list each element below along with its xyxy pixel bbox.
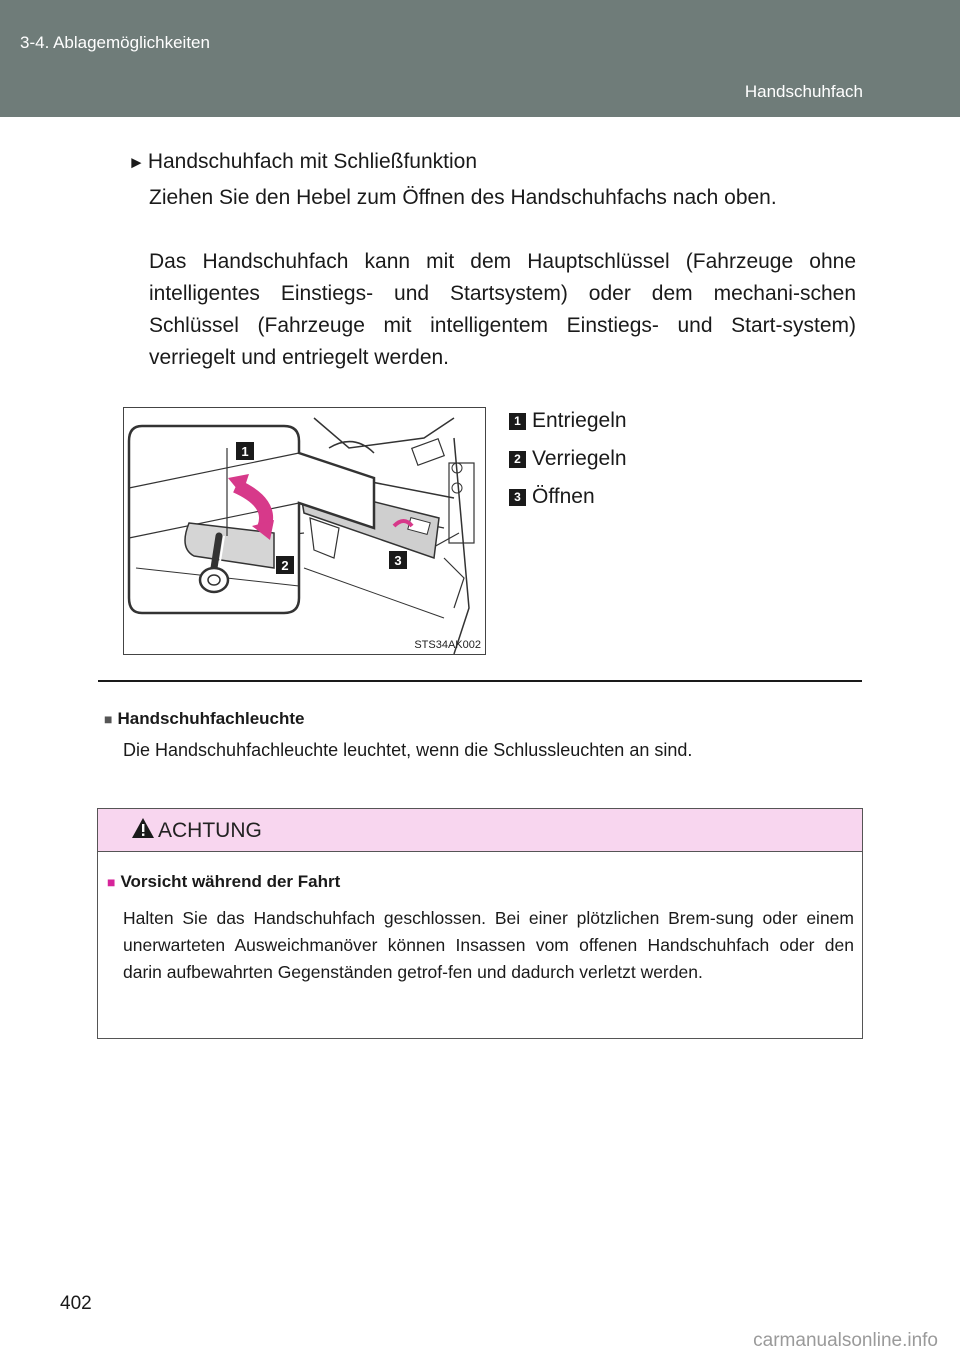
page-topic: Handschuhfach: [744, 82, 863, 101]
note-text: Die Handschuhfachleuchte leuchtet, wenn die Schlussleuchten an sind.: [123, 740, 693, 760]
callout-2: 2: [281, 558, 289, 573]
section-title: 3-4. Ablagemöglichkeiten: [20, 33, 210, 52]
legend-item: [509, 440, 627, 478]
callout-1: 1: [241, 444, 249, 459]
legend-label: Verriegeln: [532, 447, 627, 470]
page-number: 402: [60, 1293, 92, 1314]
subsection-heading: [128, 150, 477, 174]
legend-label: Öffnen: [532, 485, 595, 508]
legend-number-badge: 1: [509, 413, 526, 430]
subsection-title: Handschuhfach mit Schließfunktion: [147, 150, 477, 173]
legend-number-badge: 2: [509, 451, 526, 468]
callout-3: 3: [394, 553, 402, 568]
figure-code: STS34AK002: [414, 639, 481, 651]
warning-subtitle: Vorsicht während der Fahrt: [120, 872, 341, 891]
square-bullet-icon: ■: [107, 874, 116, 890]
warning-box: [97, 808, 863, 1039]
paragraph-lock-key: Das Handschuhfach kann mit dem Hauptschlüssel (Fahrzeuge ohne intelligentes Einstiegs- und Startsystem) oder dem mechani-schen Schlüssel (Fahrzeuge mit intelligentem Einstiegs- und Start-system) verriegelt und entriegelt werden.: [149, 250, 856, 369]
triangle-bullet-icon: ►: [128, 153, 145, 172]
square-bullet-icon: ■: [104, 711, 113, 727]
page-header: [0, 0, 960, 117]
warning-label: ACHTUNG: [158, 819, 262, 842]
figure-legend: [509, 402, 627, 516]
legend-label: Entriegeln: [532, 409, 627, 432]
note-heading: [104, 709, 305, 729]
legend-item: [509, 402, 627, 440]
warning-triangle-icon: [131, 817, 155, 839]
section-divider: [98, 680, 862, 682]
note-title: Handschuhfachleuchte: [117, 709, 305, 728]
watermark: carmanualsonline.info: [753, 1330, 938, 1351]
legend-number-badge: 3: [509, 489, 526, 506]
legend-item: [509, 478, 627, 516]
paragraph-open-lever: Ziehen Sie den Hebel zum Öffnen des Handschuhfachs nach oben.: [149, 186, 777, 209]
warning-header: [98, 809, 862, 852]
glovebox-illustration: [123, 407, 486, 655]
warning-text: Halten Sie das Handschuhfach geschlossen. Bei einer plötzlichen Brem-sung oder einem unerwarteten Ausweichmanöver können Insassen vom offenen Handschuhfach oder den darin aufbewahrten Gegenständen getrof-fen und dadurch verletzt werden.: [123, 908, 854, 982]
glovebox-drawing: [124, 408, 485, 654]
warning-subtitle-row: [107, 872, 340, 892]
